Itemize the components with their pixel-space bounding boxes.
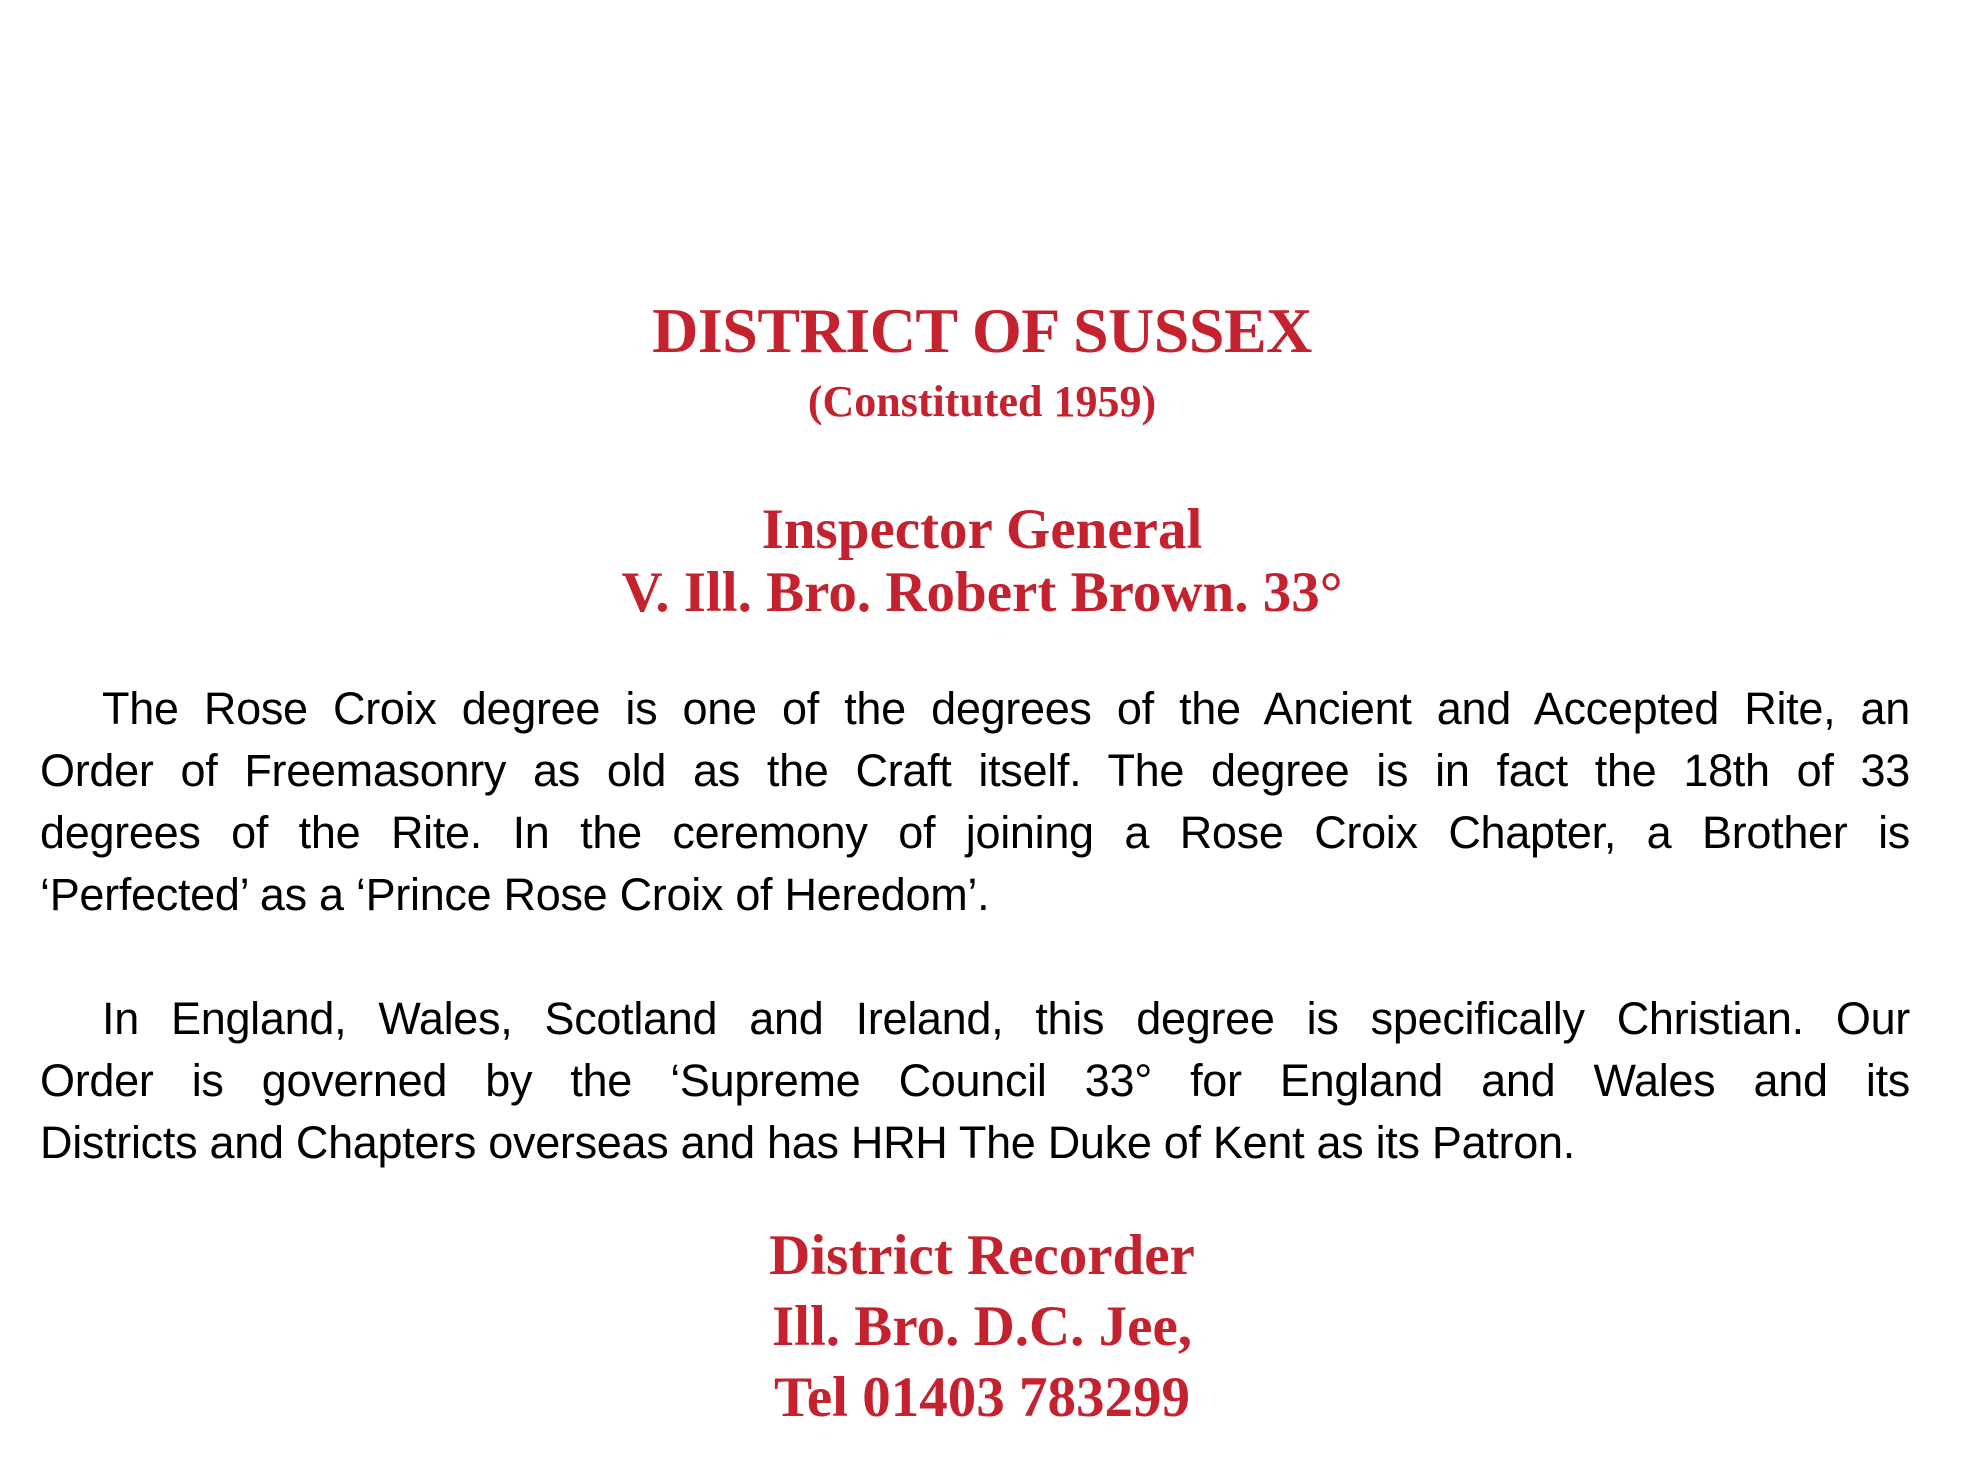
paragraph-line: The Rose Croix degree is one of the degrees of the Ancient and Accepted Rite, an [102,683,1910,734]
paragraph-christian-degree [40,988,1910,1174]
paragraph-line: In England, Wales, Scotland and Ireland, this degree is specifically Christian. Our [102,993,1910,1044]
district-recorder-phone: Tel 01403 783299 [774,1366,1190,1429]
paragraph-line: ‘Perfected’ as a ‘Prince Rose Croix of Heredom’. [40,869,990,920]
inspector-general-name: V. Ill. Bro. Robert Brown. 33° [621,561,1343,624]
paragraph-line: degrees of the Rite. In the ceremony of joining a Rose Croix Chapter, a Brother is [40,807,1910,858]
district-recorder-heading: District Recorder [769,1224,1195,1287]
district-recorder-name: Ill. Bro. D.C. Jee, [771,1295,1193,1358]
inspector-general-heading: Inspector General [761,498,1203,561]
paragraph-line: Districts and Chapters overseas and has HRH The Duke of Kent as its Patron. [40,1117,1575,1168]
district-recorder-block [0,1220,1964,1433]
paragraph-line: Order of Freemasonry as old as the Craft itself. The degree is in fact the 18th of 33 [40,745,1910,796]
constituted-subtitle: (Constituted 1959) [807,377,1157,426]
paragraph-line: Order is governed by the ‘Supreme Council 33° for England and Wales and its [40,1055,1910,1106]
district-title: DISTRICT OF SUSSEX [652,295,1312,366]
inspector-general-block [0,498,1964,624]
paragraph-rose-croix [40,678,1910,926]
